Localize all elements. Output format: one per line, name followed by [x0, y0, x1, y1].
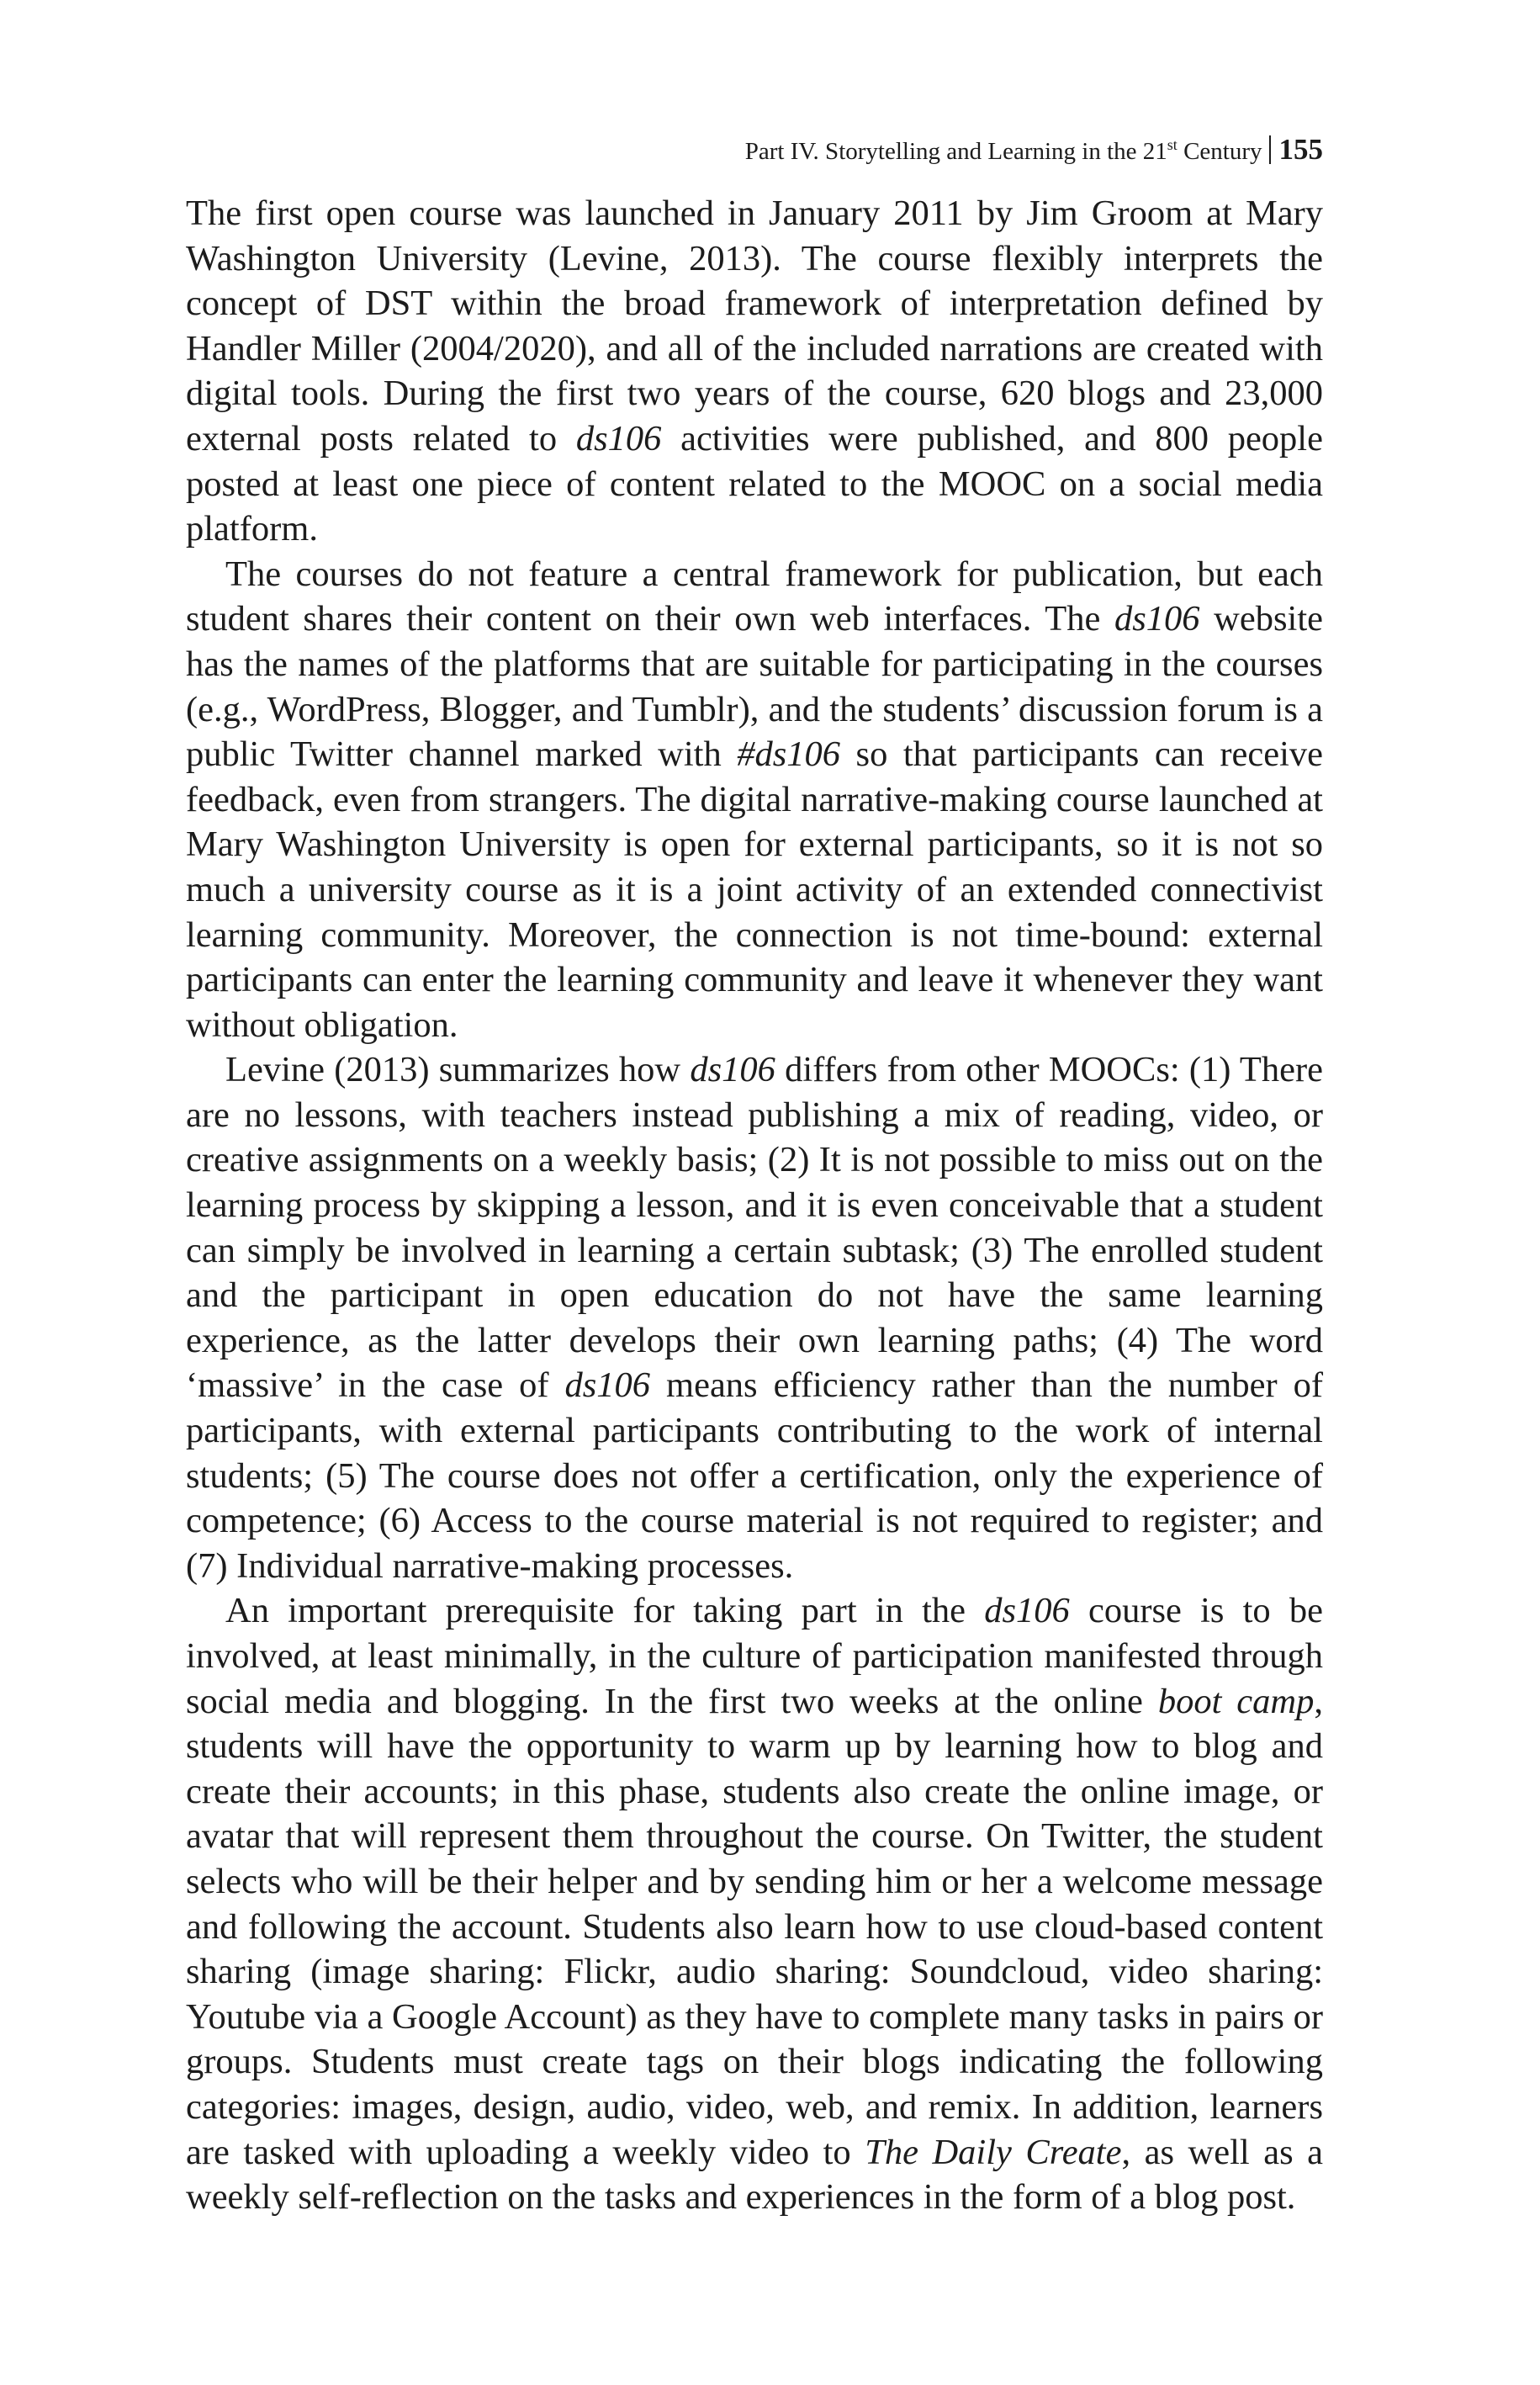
italic-term: ds106	[575, 418, 662, 458]
paragraph-4	[186, 1588, 1323, 2219]
header-divider	[1269, 135, 1271, 164]
running-title: Part IV. Storytelling and Learning in the 21st Century	[744, 136, 1262, 165]
paragraph-2	[186, 552, 1323, 1048]
italic-term: The Daily Create	[865, 2132, 1122, 2172]
italic-term: ds106	[564, 1365, 651, 1406]
page-number: 155	[1278, 133, 1323, 166]
italic-term: #ds106	[737, 734, 841, 775]
italic-term: ds106	[1114, 599, 1200, 639]
paragraph-1	[186, 191, 1323, 552]
italic-term: ds106	[984, 1591, 1070, 1631]
text-run: so that participants can receive feedback, even from strangers. The digital narrative-making course launched at Mary Washington University is open for external participants, so it is not so much a university course as it is a joint activity of an extended connectivist learning community. Moreover, the connection is not time-bound: external participants can enter the learning community and leave it whenever they want without obligation.	[186, 734, 1323, 1045]
text-run: differs from other MOOCs: (1) There are no lessons, with teachers instead publishing a mix of reading, video, or creative assignments on a weekly basis; (2) It is not possible to miss out on the learning process by skipping a lesson, and it is even conceivable that a student can simply be involved in learning a certain subtask; (3) The enrolled student and the participant in open education do not have the same learning experience, as the latter develops their own learning paths; (4) The word ‘massive’ in the case of	[186, 1050, 1323, 1406]
text-run: , students will have the opportunity to warm up by learning how to blog and create their accounts; in this phase, students also create the online image, or avatar that will represent them throughout the course. On Twitter, the student selects who will be their helper and by sending him or her a welcome message and following the account. Students also learn how to use cloud-based content sharing (image sharing: Flickr, audio sharing: Soundcloud, video sharing: Youtube via a Google Account) as they have to complete many tasks in pairs or groups. Students must create tags on their blogs indicating the following categories: images, design, audio, video, web, and remix. In addition, learners are tasked with uploading a weekly video to	[186, 1681, 1323, 2172]
italic-term: boot camp	[1157, 1681, 1315, 1721]
text-run: activities were published, and 800 people posted at least one piece of content related to the MOOC on a social media platform.	[186, 418, 1323, 549]
text-run: website has the names of the platforms that are suitable for participating in the courses (e.g., WordPress, Blogger, and Tumblr), and the students’ discussion forum is a public Twitter channel marked with	[186, 599, 1323, 775]
text-run: course is to be involved, at least minimally, in the culture of participation manifested through social media and blogging. In the first two weeks at the online	[186, 1591, 1323, 1721]
running-head	[186, 126, 1323, 175]
body-text	[186, 191, 1323, 2220]
text-run: , as well as a weekly self-reflection on the tasks and experiences in the form of a blog post.	[186, 2132, 1324, 2218]
text-run: The courses do not feature a central framework for publication, but each student shares their content on their own web interfaces. The	[186, 554, 1323, 639]
text-run: An important prerequisite for taking part in the	[225, 1591, 985, 1631]
text-run: means efficiency rather than the number of participants, with external participants contributing to the work of internal students; (5) The course does not offer a certification, only the experience of competence; (6) Access to the course material is not required to register; and (7) Individual narrative-making processes.	[186, 1365, 1324, 1586]
text-run: The first open course was launched in January 2011 by Jim Groom at Mary Washington University (Levine, 2013). The course flexibly interprets the concept of DST within the broad framework of interpretation defined by Handler Miller (2004/2020), and all of the included narrations are created with digital tools. During the first two years of the course, 620 blogs and 23,000 external posts related to	[186, 193, 1323, 458]
italic-term: ds106	[690, 1050, 775, 1090]
text-run: Levine (2013) summarizes how	[225, 1050, 691, 1090]
paragraph-3	[186, 1047, 1323, 1588]
